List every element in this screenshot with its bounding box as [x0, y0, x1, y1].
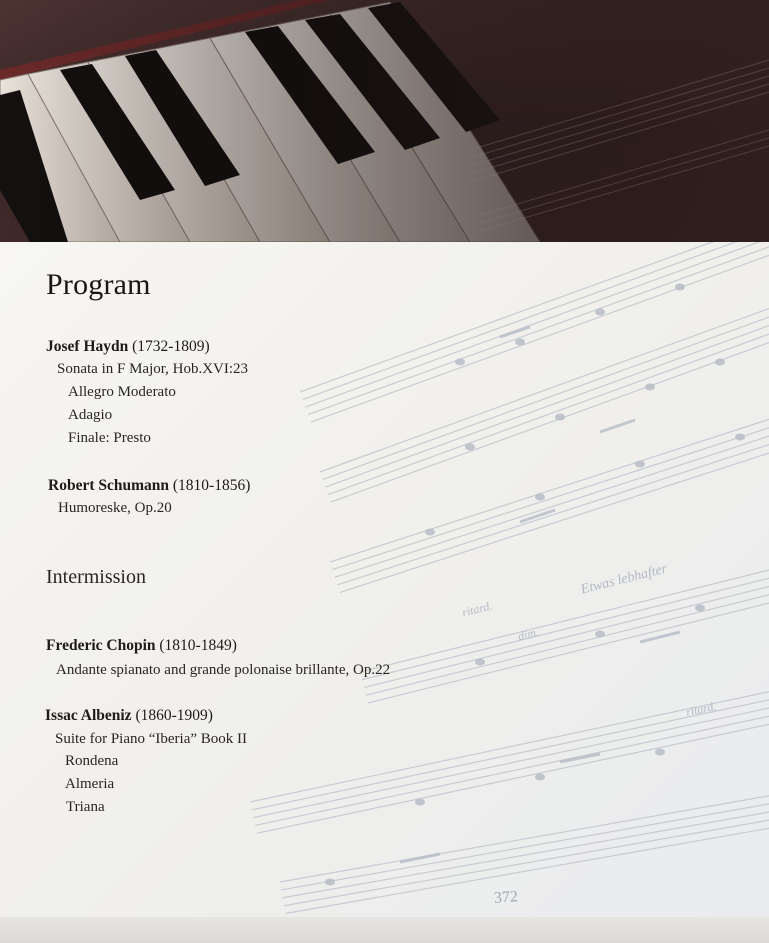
score-marking: Etwas lebhafter: [579, 561, 669, 598]
work-title: Humoreske, Op.20: [58, 500, 172, 516]
composer-line: [48, 477, 250, 495]
score-page-number: 372: [493, 888, 519, 907]
score-marking: ritard.: [460, 598, 494, 620]
work-title: Sonata in F Major, Hob.XVI:23: [57, 361, 249, 377]
composer-line: [46, 338, 210, 356]
movement: Almeria: [65, 776, 115, 792]
movement: Finale: Presto: [68, 430, 151, 446]
movement: Allegro Moderato: [68, 384, 176, 400]
composer-name: Issac Albeniz: [45, 707, 132, 724]
composer-dates: (1810-1849): [159, 637, 237, 654]
composer-dates: (1732-1809): [132, 338, 210, 355]
composer-dates: (1860-1909): [135, 707, 213, 724]
work-title: Suite for Piano “Iberia” Book II: [55, 731, 248, 747]
composer-name: Robert Schumann: [48, 477, 170, 494]
intermission-heading: Intermission: [46, 566, 146, 588]
work-title: Andante spianato and grande polonaise brillante, Op.22: [56, 662, 391, 678]
score-marking: dim.: [516, 624, 541, 644]
composer-line: [45, 707, 213, 725]
composer-dates: (1810-1856): [172, 477, 251, 494]
page-title: Program: [46, 268, 151, 301]
movement: Triana: [66, 799, 105, 815]
score-marking: ritard.: [684, 698, 718, 720]
composer-line: [46, 637, 237, 655]
movement: Adagio: [68, 407, 113, 423]
movement: Rondena: [65, 753, 119, 769]
composer-name: Frederic Chopin: [46, 637, 156, 654]
composer-name: Josef Haydn: [46, 338, 129, 355]
